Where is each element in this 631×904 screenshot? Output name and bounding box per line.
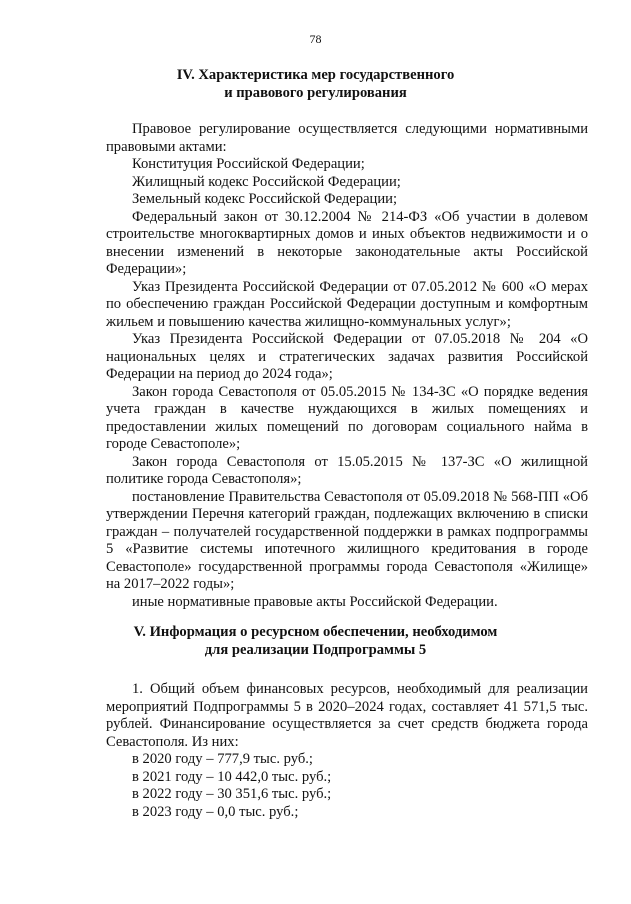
list-item-year-2020: в 2020 году – 777,9 тыс. руб.; — [132, 751, 313, 767]
list-item-other-acts: иные нормативные правовые акты Российской Федерации. — [132, 593, 498, 610]
section-5-heading — [0, 624, 631, 659]
list-item-constitution: Конституция Российской Федерации; — [132, 156, 365, 172]
section-4-title-line-1: IV. Характеристика мер государственного — [176, 67, 455, 83]
page-number: 78 — [309, 32, 322, 46]
list-item-year-2022: в 2022 году – 30 351,6 тыс. руб.; — [132, 786, 332, 802]
section-4-body — [106, 121, 588, 611]
list-item-decree-600: Указ Президента Российской Федерации от 07.05.2012 № 600 «О мерах по обеспечению граждан Российской Федерации доступным и комфортным жильем и повышению качества жилищно-коммунальных услуг»; — [106, 278, 588, 330]
section-5-body — [106, 681, 588, 821]
list-item-resolution-568: постановление Правительства Севастополя от 05.09.2018 № 568-ПП «Об утверждении Перечня категорий граждан, подлежащих включению в списки граждан – получателей государственной поддержки в рамках подпрограммы 5 «Развитие системы ипотечного жилищного кредитования в городе Севастополе» государственной программы города Севастополя «Жилище» на 2017–2022 годы»; — [106, 488, 588, 592]
list-item-land-code: Земельный кодекс Российской Федерации; — [132, 191, 398, 207]
list-item-federal-law-214: Федеральный закон от 30.12.2004 № 214-ФЗ «Об участии в долевом строительстве многоквартирных домов и иных объектов недвижимости и о внесении изменений в некоторые законодательные акты Российской Федерации»; — [106, 208, 588, 277]
list-item-housing-code: Жилищный кодекс Российской Федерации; — [132, 173, 401, 190]
section-4-title-line-2: и правового регулирования — [224, 84, 407, 101]
list-item-law-137: Закон города Севастополя от 15.05.2015 № 137-ЗС «О жилищной политике города Севастополя»; — [106, 453, 588, 487]
list-item-year-2023: в 2023 году – 0,0 тыс. руб.; — [132, 803, 299, 820]
paragraph-intro: Правовое регулирование осуществляется следующими нормативными правовыми актами: — [106, 121, 588, 155]
list-item-year-2021: в 2021 году – 10 442,0 тыс. руб.; — [132, 768, 332, 785]
section-4-heading — [0, 67, 631, 102]
section-5-title-line-2: для реализации Подпрограммы 5 — [204, 641, 427, 658]
paragraph-funding-total: 1. Общий объем финансовых ресурсов, необходимый для реализации мероприятий Подпрограммы 5 в 2020–2024 годах, составляет 41 571,5 тыс. рублей. Финансирование осуществляется за счет средств бюджета города Севастополя. Из них: — [106, 681, 588, 750]
list-item-decree-204: Указ Президента Российской Федерации от 07.05.2018 № 204 «О национальных целях и стратегических задачах развития Российской Федерации на период до 2024 года»; — [106, 331, 588, 382]
section-5-title-line-1: V. Информация о ресурсном обеспечении, необходимом — [133, 624, 498, 640]
list-item-law-134: Закон города Севастополя от 05.05.2015 № 134-ЗС «О порядке ведения учета граждан в качестве нуждающихся в жилых помещениях и предоставлении жилых помещений по договорам социального найма в городе Севастополе»; — [106, 383, 588, 452]
